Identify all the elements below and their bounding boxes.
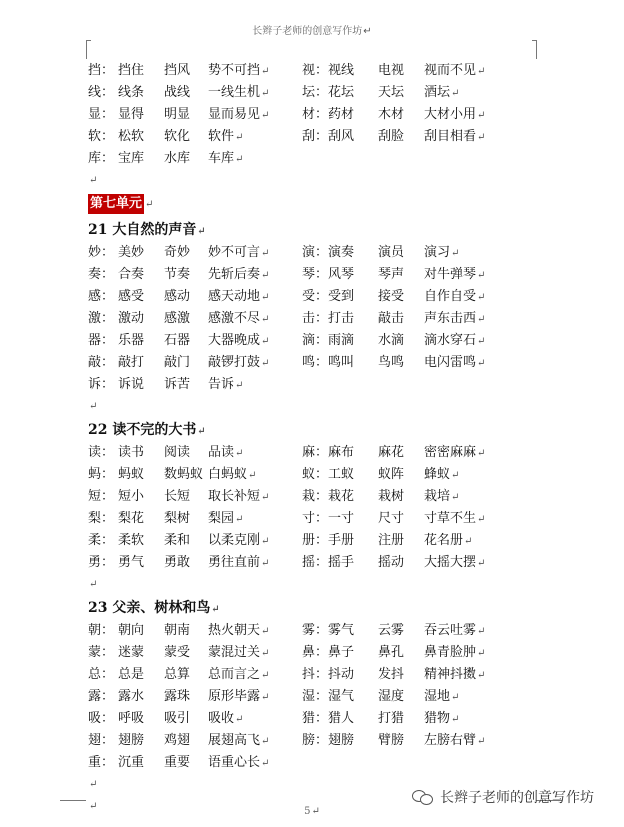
left-word: 原形毕露↵	[208, 689, 270, 704]
right-character: 抖：	[302, 667, 329, 682]
right-word: 鼻子	[328, 645, 355, 660]
left-word: 水库	[164, 151, 191, 166]
left-word: 敲锣打鼓↵	[208, 355, 270, 370]
left-character: 敲：	[88, 355, 115, 370]
paragraph-mark: ↵	[235, 154, 244, 165]
right-character: 击：	[302, 311, 329, 326]
paragraph-mark: ↵	[197, 426, 206, 437]
left-word: 朝南	[164, 623, 191, 638]
right-word: 麻布	[328, 445, 355, 460]
paragraph-mark: ↵	[261, 248, 270, 259]
right-word: 抖动	[328, 667, 355, 682]
left-word: 敲门	[164, 355, 191, 370]
page-header	[0, 22, 624, 37]
right-word: 云雾	[378, 623, 405, 638]
right-word: 大摇大摆↵	[424, 555, 486, 570]
right-word: 猎人	[328, 711, 355, 726]
paragraph-mark: ↵	[235, 448, 244, 459]
left-word: 语重心长↵	[208, 755, 270, 770]
left-word: 合奏	[118, 267, 145, 282]
left-word: 蚂蚁	[118, 467, 145, 482]
right-word: 臂膀	[378, 733, 405, 748]
right-character: 材：	[302, 107, 329, 122]
left-word: 软件↵	[208, 129, 244, 144]
unit-badge: 第七单元	[88, 194, 144, 214]
paragraph-mark: ↵	[451, 714, 460, 725]
paragraph-mark: ↵	[477, 558, 486, 569]
right-word: 精神抖擞↵	[424, 667, 486, 682]
right-word: 猎物↵	[424, 711, 460, 726]
left-word: 松软	[118, 129, 145, 144]
paragraph-mark: ↵	[261, 336, 270, 347]
paragraph-mark: ↵	[451, 492, 460, 503]
left-character: 感：	[88, 289, 115, 304]
vocab-row	[88, 308, 508, 330]
left-word: 勇往直前↵	[208, 555, 270, 570]
right-character: 刮：	[302, 129, 329, 144]
right-character: 受：	[302, 289, 329, 304]
left-word: 一线生机↵	[208, 85, 270, 100]
left-word: 以柔克刚↵	[208, 533, 270, 548]
paragraph-mark: ↵	[89, 175, 98, 186]
paragraph-mark: ↵	[451, 470, 460, 481]
left-word: 显而易见↵	[208, 107, 270, 122]
paragraph-mark: ↵	[261, 758, 270, 769]
right-word: 注册	[378, 533, 405, 548]
paragraph-mark: ↵	[451, 692, 460, 703]
right-word: 刮脸	[378, 129, 405, 144]
left-word: 感天动地↵	[208, 289, 270, 304]
left-word: 乐器	[118, 333, 145, 348]
right-word: 湿地↵	[424, 689, 460, 704]
left-word: 沉重	[118, 755, 145, 770]
paragraph-mark: ↵	[89, 779, 98, 790]
empty-paragraph	[88, 170, 508, 192]
paragraph-mark: ↵	[477, 648, 486, 659]
left-word: 蒙受	[164, 645, 191, 660]
left-word: 朝向	[118, 623, 145, 638]
left-word: 数蚂蚁	[164, 467, 204, 482]
paragraph-mark: ↵	[261, 626, 270, 637]
right-word: 刮风	[328, 129, 355, 144]
paragraph-mark: ↵	[261, 492, 270, 503]
paragraph-mark: ↵	[477, 314, 486, 325]
paragraph-mark: ↵	[477, 292, 486, 303]
right-word: 蚁阵	[378, 467, 405, 482]
left-character: 库：	[88, 151, 115, 166]
document-body	[88, 60, 508, 818]
right-word: 天坛	[378, 85, 405, 100]
right-word: 敲击	[378, 311, 405, 326]
right-word: 湿气	[328, 689, 355, 704]
left-word: 感激不尽↵	[208, 311, 270, 326]
left-word: 挡住	[118, 63, 145, 78]
left-character: 勇：	[88, 555, 115, 570]
left-word: 短小	[118, 489, 145, 504]
right-word: 吞云吐雾↵	[424, 623, 486, 638]
page-number-value: 5	[304, 806, 311, 817]
right-word: 打击	[328, 311, 355, 326]
right-word: 花坛	[328, 85, 355, 100]
left-word: 诉说	[118, 377, 145, 392]
right-word: 手册	[328, 533, 355, 548]
right-character: 寸：	[302, 511, 329, 526]
left-word: 激动	[118, 311, 145, 326]
paragraph-mark: ↵	[261, 358, 270, 369]
left-word: 读书	[118, 445, 145, 460]
vocab-row	[88, 552, 508, 574]
left-word: 敲打	[118, 355, 145, 370]
left-character: 显：	[88, 107, 115, 122]
paragraph-mark: ↵	[477, 670, 486, 681]
right-word: 发抖	[378, 667, 405, 682]
right-word: 接受	[378, 289, 405, 304]
left-word: 势不可挡↵	[208, 63, 270, 78]
left-word: 吸收↵	[208, 711, 244, 726]
right-word: 麻花	[378, 445, 405, 460]
left-word: 迷蒙	[118, 645, 145, 660]
empty-paragraph	[88, 396, 508, 418]
left-character: 朝：	[88, 623, 115, 638]
left-word: 翅膀	[118, 733, 145, 748]
paragraph-mark: ↵	[89, 801, 98, 812]
left-word: 取长补短↵	[208, 489, 270, 504]
unit-heading	[88, 192, 508, 218]
paragraph-mark: ↵	[261, 88, 270, 99]
vocab-row	[88, 642, 508, 664]
right-word: 视线	[328, 63, 355, 78]
right-word: 寸草不生↵	[424, 511, 486, 526]
right-character: 演：	[302, 245, 329, 260]
left-character: 激：	[88, 311, 115, 326]
paragraph-mark: ↵	[477, 514, 486, 525]
left-word: 热火朝天↵	[208, 623, 270, 638]
left-word: 柔软	[118, 533, 145, 548]
right-word: 鸣叫	[328, 355, 355, 370]
vocab-row	[88, 686, 508, 708]
vocab-row	[88, 730, 508, 752]
left-word: 长短	[164, 489, 191, 504]
right-word: 琴声	[378, 267, 405, 282]
right-character: 滴：	[302, 333, 329, 348]
left-character: 总：	[88, 667, 115, 682]
paragraph-mark: ↵	[261, 558, 270, 569]
left-character: 妙：	[88, 245, 115, 260]
left-word: 节奏	[164, 267, 191, 282]
left-character: 梨：	[88, 511, 115, 526]
right-word: 雾气	[328, 623, 355, 638]
left-word: 感动	[164, 289, 191, 304]
left-word: 蒙混过关↵	[208, 645, 270, 660]
paragraph-mark: ↵	[261, 314, 270, 325]
paragraph-mark: ↵	[464, 536, 473, 547]
right-character: 琴：	[302, 267, 329, 282]
paragraph-mark: ↵	[261, 270, 270, 281]
right-character: 猎：	[302, 711, 329, 726]
crop-mark-top-left	[86, 40, 91, 59]
left-word: 勇气	[118, 555, 145, 570]
right-character: 册：	[302, 533, 329, 548]
right-word: 受到	[328, 289, 355, 304]
left-word: 石器	[164, 333, 191, 348]
vocab-row	[88, 508, 508, 530]
vocab-row	[88, 374, 508, 396]
paragraph-mark: ↵	[477, 336, 486, 347]
right-word: 工蚁	[328, 467, 355, 482]
left-character: 奏：	[88, 267, 115, 282]
right-character: 摇：	[302, 555, 329, 570]
left-word: 梨园↵	[208, 511, 244, 526]
right-word: 风琴	[328, 267, 355, 282]
right-word: 刮目相看↵	[424, 129, 486, 144]
right-word: 翅膀	[328, 733, 355, 748]
left-word: 鸡翅	[164, 733, 191, 748]
left-word: 大器晚成↵	[208, 333, 270, 348]
paragraph-mark: ↵	[211, 604, 220, 615]
right-word: 声东击西↵	[424, 311, 486, 326]
right-character: 视：	[302, 63, 329, 78]
right-word: 大材小用↵	[424, 107, 486, 122]
paragraph-mark: ↵	[235, 514, 244, 525]
left-word: 展翅高飞↵	[208, 733, 270, 748]
right-word: 鸟鸣	[378, 355, 405, 370]
right-word: 演奏	[328, 245, 355, 260]
lesson-title: 21 大自然的声音↵	[88, 222, 206, 238]
left-character: 重：	[88, 755, 115, 770]
right-word: 对牛弹琴↵	[424, 267, 486, 282]
paragraph-mark: ↵	[477, 132, 486, 143]
vocab-row	[88, 752, 508, 774]
right-character: 湿：	[302, 689, 329, 704]
left-character: 线：	[88, 85, 115, 100]
right-word: 视而不见↵	[424, 63, 486, 78]
paragraph-mark: ↵	[451, 248, 460, 259]
left-word: 露水	[118, 689, 145, 704]
right-word: 湿度	[378, 689, 405, 704]
right-word: 滴水穿石↵	[424, 333, 486, 348]
left-word: 车库↵	[208, 151, 244, 166]
left-character: 挡：	[88, 63, 115, 78]
paragraph-mark: ↵	[311, 806, 320, 817]
left-character: 柔：	[88, 533, 115, 548]
left-word: 白蚂蚁↵	[208, 467, 257, 482]
empty-paragraph	[88, 574, 508, 596]
paragraph-mark: ↵	[197, 226, 206, 237]
left-word: 妙不可言↵	[208, 245, 270, 260]
right-word: 花名册↵	[424, 533, 473, 548]
paragraph-mark: ↵	[261, 66, 270, 77]
header-title: 长辫子老师的创意写作坊	[252, 26, 363, 37]
vocab-row	[88, 286, 508, 308]
paragraph-mark: ↵	[261, 110, 270, 121]
vocab-row	[88, 126, 508, 148]
vocab-row	[88, 82, 508, 104]
right-character: 蚁：	[302, 467, 329, 482]
right-word: 蜂蚁↵	[424, 467, 460, 482]
left-character: 吸：	[88, 711, 115, 726]
watermark-text: 长辫子老师的创意写作坊	[440, 790, 594, 806]
right-word: 酒坛↵	[424, 85, 460, 100]
left-character: 软：	[88, 129, 115, 144]
paragraph-mark: ↵	[261, 536, 270, 547]
right-word: 自作自受↵	[424, 289, 486, 304]
left-word: 宝库	[118, 151, 145, 166]
paragraph-mark: ↵	[477, 448, 486, 459]
right-word: 电闪雷鸣↵	[424, 355, 486, 370]
paragraph-mark: ↵	[145, 199, 154, 210]
vocab-row	[88, 464, 508, 486]
paragraph-mark: ↵	[261, 736, 270, 747]
right-character: 鸣：	[302, 355, 329, 370]
paragraph-mark: ↵	[477, 66, 486, 77]
right-word: 鼻孔	[378, 645, 405, 660]
crop-mark-top-right	[532, 40, 537, 59]
paragraph-mark: ↵	[477, 270, 486, 281]
vocab-row	[88, 530, 508, 552]
left-word: 总是	[118, 667, 145, 682]
left-character: 器：	[88, 333, 115, 348]
paragraph-mark: ↵	[248, 470, 257, 481]
vocab-row	[88, 442, 508, 464]
paragraph-mark: ↵	[261, 648, 270, 659]
left-word: 明显	[164, 107, 191, 122]
vocab-row	[88, 242, 508, 264]
paragraph-mark: ↵	[477, 626, 486, 637]
right-character: 雾：	[302, 623, 329, 638]
right-word: 尺寸	[378, 511, 405, 526]
paragraph-mark: ↵	[89, 401, 98, 412]
left-character: 蚂：	[88, 467, 115, 482]
left-word: 感激	[164, 311, 191, 326]
right-word: 药材	[328, 107, 355, 122]
right-word: 一寸	[328, 511, 355, 526]
paragraph-mark: ↵	[235, 132, 244, 143]
right-word: 木材	[378, 107, 405, 122]
left-word: 软化	[164, 129, 191, 144]
left-word: 奇妙	[164, 245, 191, 260]
left-word: 呼吸	[118, 711, 145, 726]
left-character: 短：	[88, 489, 115, 504]
right-word: 摇动	[378, 555, 405, 570]
left-word: 梨花	[118, 511, 145, 526]
left-word: 诉苦	[164, 377, 191, 392]
right-word: 演员	[378, 245, 405, 260]
left-word: 挡风	[164, 63, 191, 78]
right-word: 鼻青脸肿↵	[424, 645, 486, 660]
vocab-row	[88, 708, 508, 730]
right-character: 膀：	[302, 733, 329, 748]
paragraph-mark: ↵	[261, 692, 270, 703]
left-character: 诉：	[88, 377, 115, 392]
paragraph-mark: ↵	[477, 358, 486, 369]
right-character: 鼻：	[302, 645, 329, 660]
left-character: 翅：	[88, 733, 115, 748]
left-character: 蒙：	[88, 645, 115, 660]
paragraph-mark: ↵	[235, 714, 244, 725]
left-word: 告诉↵	[208, 377, 244, 392]
left-word: 显得	[118, 107, 145, 122]
right-character: 坛：	[302, 85, 329, 100]
right-word: 栽花	[328, 489, 355, 504]
vocab-row	[88, 664, 508, 686]
left-word: 先斩后奏↵	[208, 267, 270, 282]
chat-bubbles-icon	[412, 789, 434, 805]
left-character: 露：	[88, 689, 115, 704]
left-word: 吸引	[164, 711, 191, 726]
right-character: 栽：	[302, 489, 329, 504]
vocab-row	[88, 264, 508, 286]
paragraph-mark: ↵	[235, 380, 244, 391]
lesson-title: 23 父亲、树林和鸟↵	[88, 600, 220, 616]
vocab-row	[88, 352, 508, 374]
left-word: 柔和	[164, 533, 191, 548]
left-word: 阅读	[164, 445, 191, 460]
left-word: 线条	[118, 85, 145, 100]
vocab-row	[88, 148, 508, 170]
paragraph-mark: ↵	[89, 579, 98, 590]
vocab-row	[88, 104, 508, 126]
right-word: 雨滴	[328, 333, 355, 348]
left-word: 总而言之↵	[208, 667, 270, 682]
left-character: 读：	[88, 445, 115, 460]
left-word: 总算	[164, 667, 191, 682]
vocab-row	[88, 330, 508, 352]
paragraph-mark: ↵	[261, 292, 270, 303]
right-word: 摇手	[328, 555, 355, 570]
right-character: 麻：	[302, 445, 329, 460]
right-word: 打猎	[378, 711, 405, 726]
left-word: 品读↵	[208, 445, 244, 460]
left-word: 勇敢	[164, 555, 191, 570]
paragraph-mark: ↵	[477, 110, 486, 121]
right-word: 演习↵	[424, 245, 460, 260]
left-word: 重要	[164, 755, 191, 770]
right-word: 左膀右臂↵	[424, 733, 486, 748]
paragraph-mark: ↵	[363, 26, 372, 37]
vocab-row	[88, 486, 508, 508]
watermark	[412, 787, 594, 807]
vocab-row	[88, 60, 508, 82]
lesson-title: 22 读不完的大书↵	[88, 422, 206, 438]
page-number	[0, 806, 624, 817]
right-word: 电视	[378, 63, 405, 78]
left-word: 美妙	[118, 245, 145, 260]
right-word: 密密麻麻↵	[424, 445, 486, 460]
right-word: 栽树	[378, 489, 405, 504]
left-word: 梨树	[164, 511, 191, 526]
left-word: 感受	[118, 289, 145, 304]
paragraph-mark: ↵	[451, 88, 460, 99]
vocab-row	[88, 620, 508, 642]
paragraph-mark: ↵	[477, 736, 486, 747]
right-word: 栽培↵	[424, 489, 460, 504]
right-word: 水滴	[378, 333, 405, 348]
left-word: 战线	[164, 85, 191, 100]
left-word: 露珠	[164, 689, 191, 704]
crop-mark-bottom-left	[60, 800, 86, 802]
paragraph-mark: ↵	[261, 670, 270, 681]
